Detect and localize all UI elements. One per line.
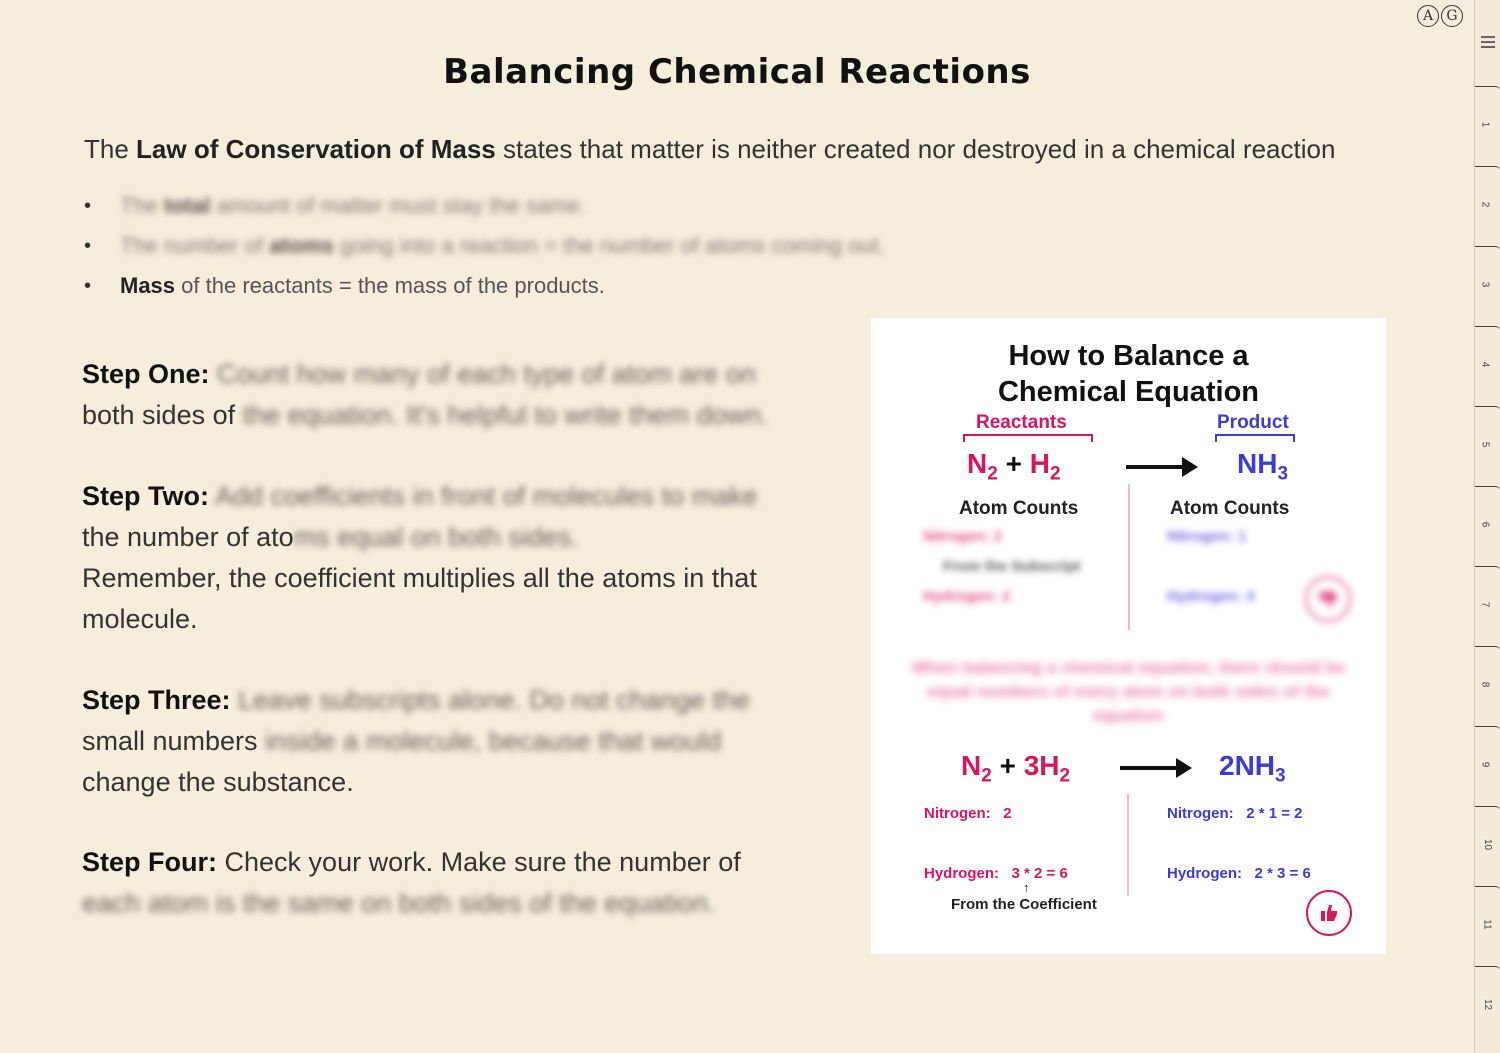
equation-1-reactants: $N_2 + H_2$ — [967, 448, 1061, 485]
equation-1-product: $NH_3$ — [1237, 448, 1289, 485]
tab-page-3[interactable]: 3 — [1475, 246, 1500, 326]
tab-page-12[interactable]: 12 — [1475, 966, 1500, 1046]
reaction-arrow-1 — [1126, 465, 1194, 469]
step-label: Step Three: — [82, 685, 231, 715]
blur-from-subscript: From the Subscript — [943, 558, 1081, 575]
right-nitrogen: Nitrogen: 2 * 1 = 2 — [1167, 805, 1303, 822]
product-bracket — [1215, 434, 1295, 442]
equation-2-reactants: $N_2 + 3H_2$ — [961, 750, 1071, 787]
left-hydrogen: Hydrogen: 3 * 2 = 6 — [924, 865, 1068, 882]
thumbs-down-icon — [1305, 576, 1351, 622]
infographic-title: How to Balance a Chemical Equation — [997, 340, 1260, 408]
tab-page-1[interactable]: 1 — [1475, 86, 1500, 166]
equation-2-product: $2NH_3$ — [1219, 750, 1286, 787]
bullet-text: The number of atoms going into a reaction = the number of atoms coming out. — [120, 233, 885, 258]
reaction-arrow-2 — [1120, 766, 1188, 770]
step-label: Step Two: — [82, 481, 209, 511]
bullet-dot: • — [84, 195, 92, 217]
reactants-bracket — [963, 434, 1093, 442]
bullet-dot: • — [84, 235, 92, 257]
list-item — [84, 186, 984, 226]
tab-page-4[interactable]: 4 — [1475, 326, 1500, 406]
divider-1 — [1128, 484, 1130, 630]
bullet-list — [84, 186, 984, 306]
tab-page-8[interactable]: 8 — [1475, 646, 1500, 726]
bullet-text: Mass of the reactants = the mass of the products. — [120, 273, 605, 298]
tab-page-10[interactable]: 10 — [1475, 806, 1500, 886]
list-item — [84, 266, 984, 306]
blur-left-nitrogen: Nitrogen: 2 — [923, 528, 1003, 545]
hamburger-icon[interactable] — [1481, 36, 1495, 51]
blur-right-hydrogen: Hydrogen: 3 — [1167, 588, 1255, 605]
step-one: Step One: Count how many of each type of atom are on both sides of the equation. It's helpful to write them down. — [82, 359, 769, 430]
bullet-dot: • — [84, 275, 92, 297]
step-three: Step Three: Leave subscripts alone. Do not change the small numbers inside a molecule, because that would change the substance. — [82, 685, 750, 797]
product-label: Product — [1217, 412, 1289, 433]
page-title: Balancing Chemical Reactions — [443, 52, 1031, 92]
tab-page-2[interactable]: 2 — [1475, 166, 1500, 246]
atom-counts-right: Atom Counts — [1170, 498, 1290, 519]
bullet-text: The total amount of matter must stay the same. — [120, 193, 586, 218]
left-nitrogen: Nitrogen: 2 — [924, 805, 1012, 822]
infographic-card — [871, 318, 1386, 954]
atom-counts-left: Atom Counts — [959, 498, 1079, 519]
step-two: Step Two: Add coefficients in front of molecules to make the number of atoms equal on both sides. Remember, the coefficient multiplies all the atoms in that molecule. — [82, 481, 758, 634]
badge-a[interactable]: A — [1417, 5, 1439, 27]
step-four: Step Four: Check your work. Make sure the number of each atom is the same on both sides of the equation. — [82, 847, 741, 918]
divider-2 — [1127, 794, 1129, 896]
up-arrow-icon: ↑ — [1023, 880, 1030, 895]
account-badges — [1417, 5, 1463, 27]
blurred-explanation: When balancing a chemical equation, there should be equal numbers of every atom on both sides of the equation — [911, 658, 1346, 725]
tab-page-7[interactable]: 7 — [1475, 566, 1500, 646]
tab-page-6[interactable]: 6 — [1475, 486, 1500, 566]
list-item — [84, 226, 984, 266]
badge-g[interactable]: G — [1441, 5, 1463, 27]
tab-page-5[interactable]: 5 — [1475, 406, 1500, 486]
step-label: Step Four: — [82, 847, 217, 877]
tab-page-11[interactable]: 11 — [1475, 886, 1500, 966]
blur-left-hydrogen: Hydrogen: 2 — [923, 588, 1011, 605]
from-coefficient-note: From the Coefficient — [951, 896, 1097, 913]
intro-text: The Law of Conservation of Mass states that matter is neither created nor destroyed in a chemical reaction — [84, 134, 1336, 164]
step-label: Step One: — [82, 359, 210, 389]
law-name: Law of Conservation of Mass — [136, 134, 496, 164]
right-hydrogen: Hydrogen: 2 * 3 = 6 — [1167, 865, 1311, 882]
thumbs-up-icon — [1306, 890, 1352, 936]
page-tab-rail — [1474, 0, 1500, 1053]
reactants-label: Reactants — [976, 412, 1067, 433]
blur-right-nitrogen: Nitrogen: 1 — [1167, 528, 1247, 545]
tab-page-9[interactable]: 9 — [1475, 726, 1500, 806]
